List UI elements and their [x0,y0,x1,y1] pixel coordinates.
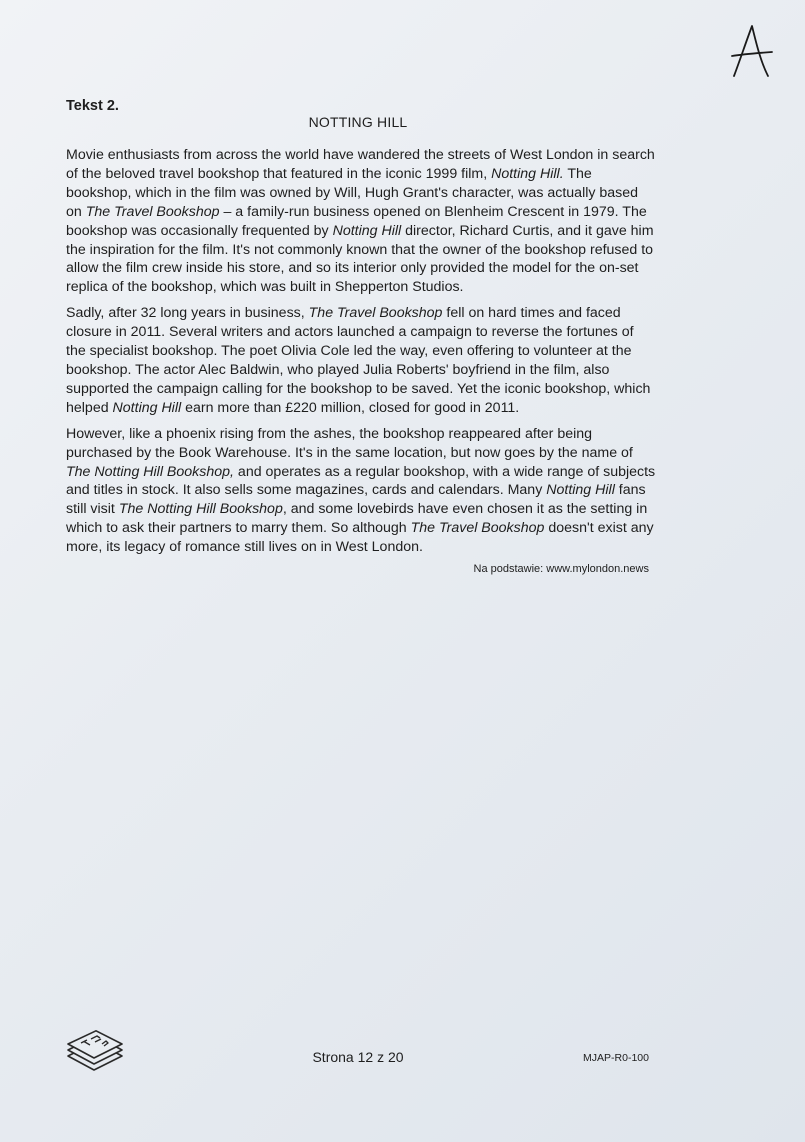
text-run: However, like a phoenix rising from the ashes, the bookshop reappeared after being purchased by the Book Warehouse. It's in the same location, but now goes by the name of [66,425,633,461]
text-run: Movie enthusiasts from across the world have wandered the streets of West London in search of the beloved travel bookshop that featured in the iconic 1999 film, [66,147,655,182]
italic-title-run: The Notting Hill Bookshop, [66,463,234,480]
paragraph-3 [66,425,656,557]
handwritten-mark-text [728,80,729,81]
text-run: director, Richard Curtis, and it gave him the inspiration for the film. It's not commonly known that the owner of the bookshop refused to allow the film crew inside his store, and so its interior only provided the model for the on-set replica of the bookshop, which was built in Shepperton Studios. [66,222,654,296]
text-run: earn more than £220 million, closed for good in 2011. [181,399,520,416]
article-body [66,146,656,564]
italic-title-run: The Notting Hill Bookshop [118,501,283,518]
paragraph-1 [66,146,656,297]
italic-title-run: Notting Hill [546,482,615,499]
text-run: and operates as a regular bookshop, with a wide range of subjects and titles in stock. It also sells some magazines, cards and calendars. Many [66,463,656,499]
article-title: NOTTING HILL [308,114,408,130]
page-number: Strona 12 z 20 [312,1049,404,1065]
italic-title-run: Notting Hill [112,399,182,416]
text-run: Sadly, after 32 long years in business, [66,305,309,322]
text-run: , and some lovebirds have even chosen it as the setting in which to ask their partners to marry them. So although [66,501,648,537]
italic-title-run: The Travel Bookshop [85,203,220,220]
text-run: fans still visit [66,482,646,518]
italic-title-run: Notting Hill [332,222,402,239]
text-run: – a family-run business opened on Blenheim Crescent in 1979. The bookshop was occasionally frequented by [66,203,647,239]
italic-title-run: The Travel Bookshop [410,520,545,537]
text-run: fell on hard times and faced closure in 2011. Several writers and actors launched a campaign to reverse the fortunes of the specialist bookshop. The poet Olivia Cole led the way, even offering to volunteer at the bookshop. The actor Alec Baldwin, who played Julia Roberts' boyfriend in the film, also supported the campaign calling for the bookshop to be saved. Yet the iconic bookshop, which helped [66,305,651,416]
handwritten-letter-mark [728,22,774,80]
exam-code: MJAP-R0-100 [583,1052,649,1064]
text-run: doesn't exist any more, its legacy of romance still lives on in West London. [66,520,654,556]
paragraph-2 [66,304,656,417]
section-label: Tekst 2. [66,98,119,114]
text-run: The bookshop, which in the film was owned by Will, Hugh Grant's character, was actually based on [66,165,639,220]
italic-title-run: The Travel Bookshop [308,305,443,322]
italic-title-run: Notting Hill. [491,165,564,182]
source-note: Na podstawie: www.mylondon.news [473,563,649,575]
handwritten-a-icon [728,22,774,80]
